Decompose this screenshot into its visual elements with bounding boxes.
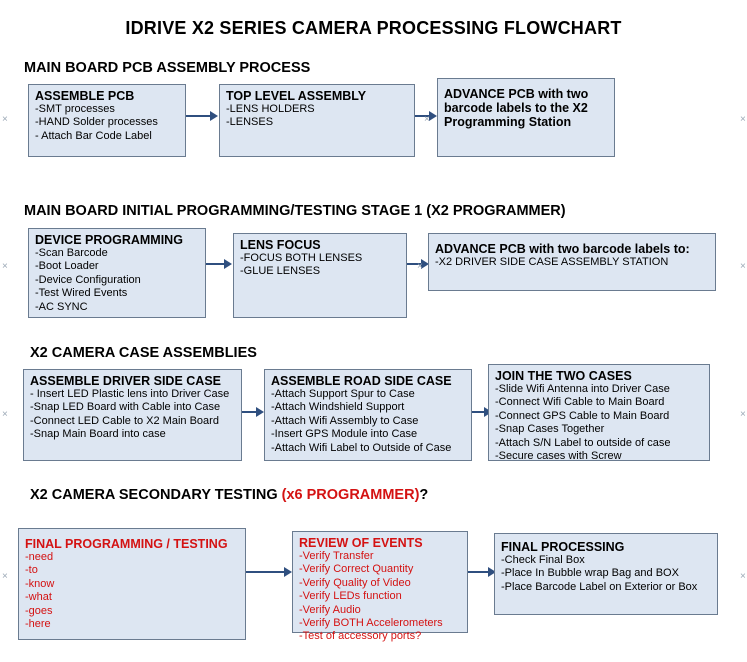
list-item: -Boot Loader [35, 260, 99, 273]
list-item: - Insert LED Plastic lens into Driver Case [30, 388, 230, 400]
box-title: REVIEW OF EVENTS [299, 536, 423, 550]
arrow-device-to-lens [206, 258, 232, 270]
list-item: -Connect Wifi Cable to Main Board [495, 396, 665, 409]
list-item: -know [25, 577, 55, 590]
list-item: -Connect LED Cable to X2 Main Board [30, 414, 219, 427]
list-item: -X2 DRIVER SIDE CASE ASSEMBLY STATION [435, 256, 669, 268]
box-items [19, 551, 245, 635]
box-title: ADVANCE PCB with two barcode labels to the X2 Programming Station [444, 87, 589, 129]
box-title: DEVICE PROGRAMMING [35, 233, 183, 247]
guide-tick: × [2, 114, 8, 125]
list-item: -LENSES [226, 116, 274, 129]
box-title: FINAL PROCESSING [501, 540, 625, 554]
section-heading-3: X2 CAMERA CASE ASSEMBLIES [30, 345, 257, 361]
arrow-pcb-to-toplevel [186, 110, 218, 122]
section-heading-4 [30, 487, 428, 503]
guide-tick: × [740, 409, 746, 420]
list-item: -Check Final Box [501, 554, 585, 566]
box-advance-pcb-programming-station [437, 78, 615, 157]
list-item: -Verify Transfer [299, 550, 374, 562]
box-items [220, 103, 414, 134]
list-item: -Secure cases with Screw [495, 450, 622, 463]
box-items [29, 103, 185, 147]
list-item: -HAND Solder processes [35, 116, 158, 129]
list-item: -Insert GPS Module into Case [271, 428, 418, 441]
box-assemble-driver-side-case [23, 369, 242, 461]
list-item: -SMT processes [35, 103, 115, 115]
section-heading-4-black: X2 CAMERA SECONDARY TESTING [30, 487, 282, 503]
box-top-level-assembly [219, 84, 415, 157]
list-item: - Attach Bar Code Label [35, 129, 152, 142]
box-title: ASSEMBLE PCB [35, 89, 135, 103]
list-item: -Snap Main Board into case [30, 428, 166, 441]
list-item: -Verify Correct Quantity [299, 563, 414, 576]
list-item: -Place In Bubble wrap Bag and BOX [501, 567, 679, 580]
list-item: -Verify Audio [299, 603, 361, 616]
box-final-processing [494, 533, 718, 615]
box-title: ASSEMBLE DRIVER SIDE CASE [30, 374, 222, 388]
guide-tick: × [2, 409, 8, 420]
box-advance-pcb-driver-side [428, 233, 716, 291]
list-item: -Test of accessory ports? [299, 630, 422, 643]
guide-tick: × [417, 261, 423, 272]
list-item: -Snap Cases Together [495, 423, 605, 436]
list-item: -Slide Wifi Antenna into Driver Case [495, 383, 670, 395]
box-items [429, 256, 715, 273]
list-item: -Test Wired Events [35, 287, 128, 300]
box-join-the-two-cases [488, 364, 710, 461]
box-title: ASSEMBLE ROAD SIDE CASE [271, 374, 452, 388]
arrow-final-prog-to-review [246, 566, 292, 578]
box-device-programming [28, 228, 206, 318]
arrow-driver-to-road-case [242, 406, 264, 418]
guide-tick: × [2, 571, 8, 582]
box-final-programming-testing [18, 528, 246, 640]
box-items [489, 383, 709, 467]
list-item: -LENS HOLDERS [226, 103, 315, 115]
list-item: -Attach Support Spur to Case [271, 388, 415, 400]
arrow-review-to-final-processing [468, 566, 496, 578]
box-assemble-road-side-case [264, 369, 472, 461]
list-item: -Place Barcode Label on Exterior or Box [501, 580, 698, 593]
box-review-of-events [292, 531, 468, 643]
section-heading-4-red: (x6 PROGRAMMER) [281, 487, 420, 503]
list-item: -Snap LED Board with Cable into Case [30, 401, 221, 414]
list-item: -goes [25, 604, 53, 617]
list-item: -AC SYNC [35, 300, 88, 313]
box-items [293, 550, 467, 648]
list-item: -Scan Barcode [35, 247, 108, 259]
guide-tick: × [740, 571, 746, 582]
list-item: -Attach Wifi Assembly to Case [271, 414, 419, 427]
page-title: IDRIVE X2 SERIES CAMERA PROCESSING FLOWCHART [125, 18, 622, 38]
box-items [495, 554, 717, 598]
box-title: LENS FOCUS [240, 238, 321, 252]
section-heading-2: MAIN BOARD INITIAL PROGRAMMING/TESTING STAGE 1 (X2 PROGRAMMER) [24, 203, 566, 219]
section-heading-1: MAIN BOARD PCB ASSEMBLY PROCESS [24, 60, 311, 76]
guide-tick: × [740, 261, 746, 272]
box-items [234, 252, 406, 283]
box-title: TOP LEVEL ASSEMBLY [226, 89, 367, 103]
box-assemble-pcb [28, 84, 186, 157]
list-item: -Connect GPS Cable to Main Board [495, 409, 670, 422]
list-item: -Verify Quality of Video [299, 576, 411, 589]
section-heading-4-tail: ? [419, 487, 429, 503]
box-title: JOIN THE TWO CASES [495, 369, 632, 383]
list-item: -Verify LEDs function [299, 590, 402, 603]
list-item: -Device Configuration [35, 273, 141, 286]
box-items [265, 388, 471, 459]
guide-tick: × [424, 114, 430, 125]
list-item: -Attach Wifi Label to Outside of Case [271, 441, 452, 454]
box-items [24, 388, 241, 446]
list-item: -GLUE LENSES [240, 265, 321, 278]
list-item: -to [25, 564, 38, 577]
list-item: -FOCUS BOTH LENSES [240, 252, 363, 264]
box-title: ADVANCE PCB with two barcode labels to: [435, 242, 690, 256]
list-item: -need [25, 551, 54, 563]
box-items [29, 247, 205, 318]
guide-tick: × [740, 114, 746, 125]
box-title: FINAL PROGRAMMING / TESTING [25, 537, 228, 551]
list-item: -Verify BOTH Accelerometers [299, 617, 443, 630]
guide-tick: × [2, 261, 8, 272]
list-item: -Attach S/N Label to outside of case [495, 436, 671, 449]
list-item: -here [25, 618, 51, 631]
box-lens-focus [233, 233, 407, 318]
list-item: -Attach Windshield Support [271, 401, 405, 414]
list-item: -what [25, 591, 52, 604]
